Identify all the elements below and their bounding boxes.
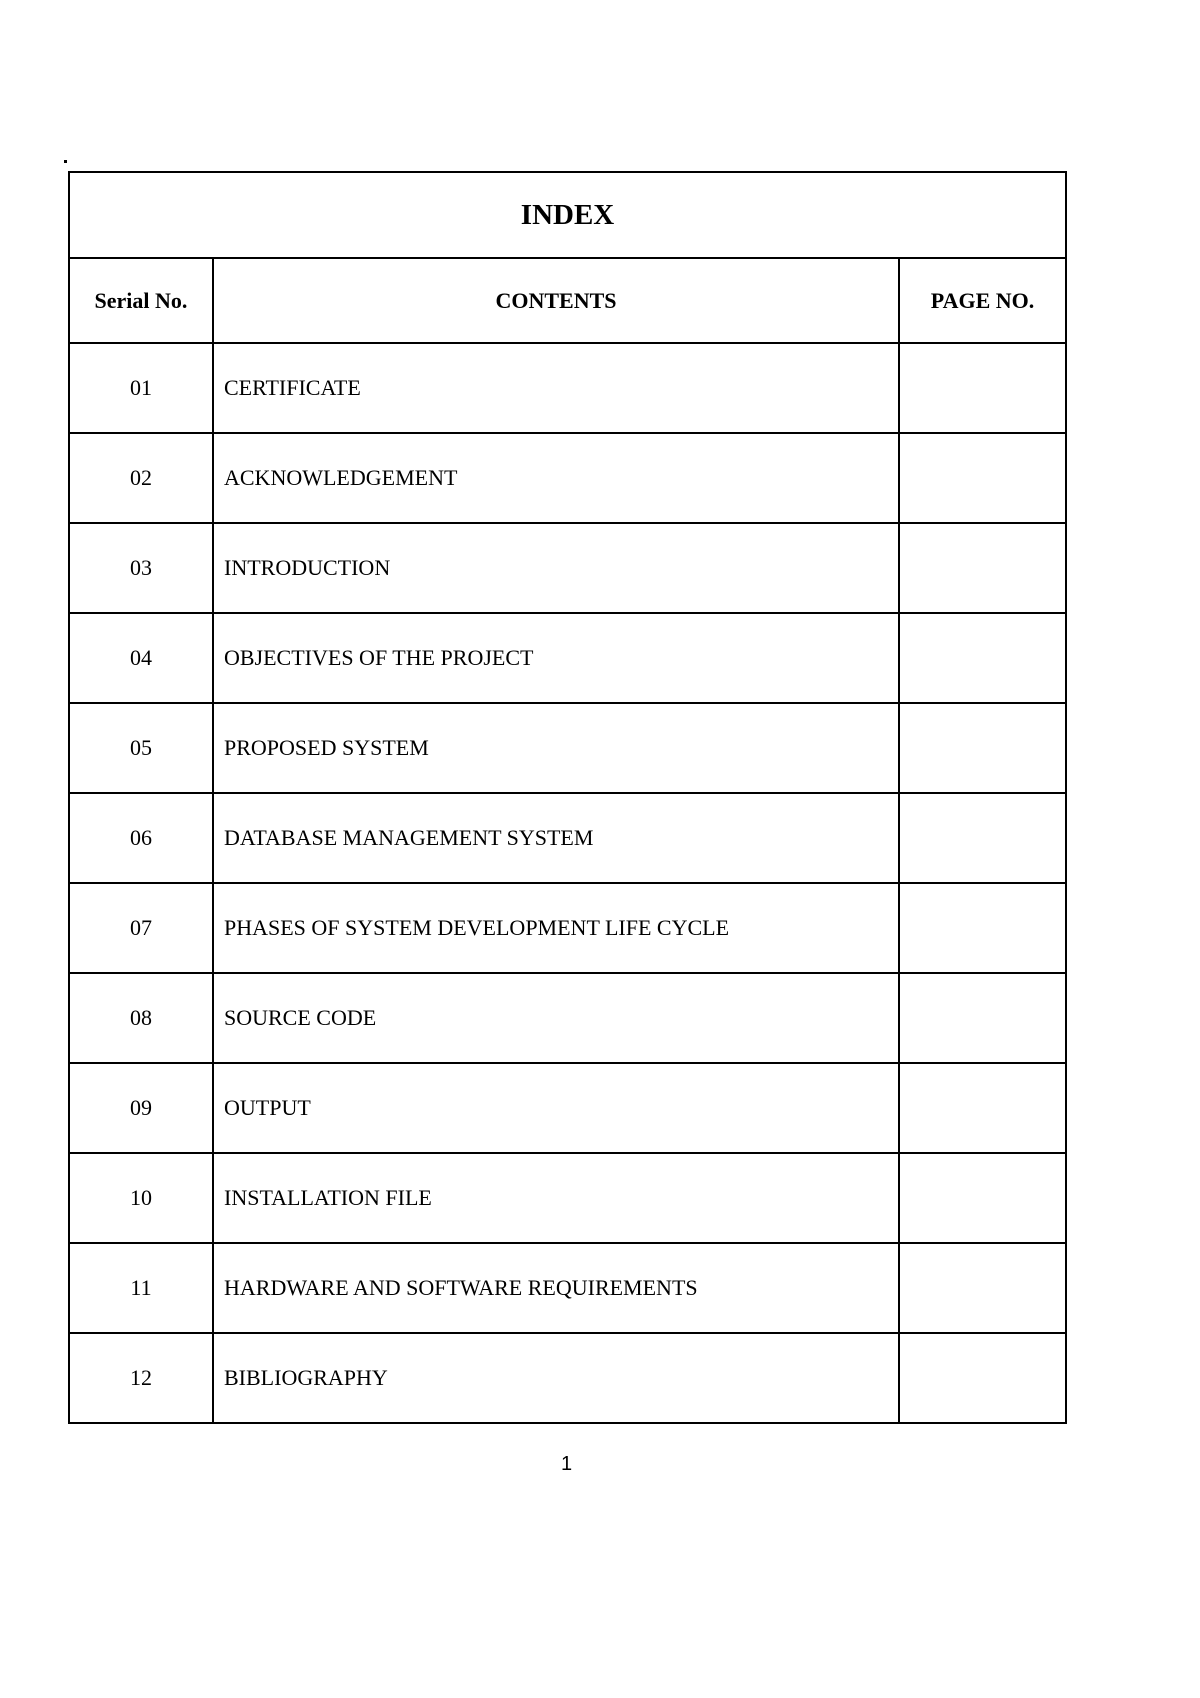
- table-row: [69, 613, 1066, 703]
- content-cell: HARDWARE AND SOFTWARE REQUIREMENTS: [213, 1243, 899, 1333]
- content-cell: CERTIFICATE: [213, 343, 899, 433]
- table-row: [69, 703, 1066, 793]
- content-cell: INSTALLATION FILE: [213, 1153, 899, 1243]
- content-cell: ACKNOWLEDGEMENT: [213, 433, 899, 523]
- content-cell: DATABASE MANAGEMENT SYSTEM: [213, 793, 899, 883]
- page-number: 1: [560, 1453, 573, 1475]
- table-row: [69, 523, 1066, 613]
- table-row: [69, 433, 1066, 523]
- serial-header: Serial No.: [69, 258, 213, 343]
- serial-cell: 02: [69, 433, 213, 523]
- content-cell: PROPOSED SYSTEM: [213, 703, 899, 793]
- table-row: [69, 1153, 1066, 1243]
- serial-cell: 03: [69, 523, 213, 613]
- stray-mark: [64, 160, 67, 163]
- page-cell: [899, 973, 1066, 1063]
- serial-cell: 04: [69, 613, 213, 703]
- page-cell: [899, 703, 1066, 793]
- serial-cell: 01: [69, 343, 213, 433]
- content-cell: OUTPUT: [213, 1063, 899, 1153]
- page-cell: [899, 523, 1066, 613]
- page-header: PAGE NO.: [899, 258, 1066, 343]
- table-row: [69, 343, 1066, 433]
- contents-header: CONTENTS: [213, 258, 899, 343]
- page-cell: [899, 793, 1066, 883]
- serial-cell: 08: [69, 973, 213, 1063]
- serial-cell: 06: [69, 793, 213, 883]
- serial-cell: 11: [69, 1243, 213, 1333]
- header-row: [69, 258, 1066, 343]
- page-cell: [899, 433, 1066, 523]
- serial-cell: 05: [69, 703, 213, 793]
- content-cell: SOURCE CODE: [213, 973, 899, 1063]
- serial-cell: 09: [69, 1063, 213, 1153]
- table-row: [69, 1063, 1066, 1153]
- page-cell: [899, 613, 1066, 703]
- page-cell: [899, 1153, 1066, 1243]
- page-cell: [899, 883, 1066, 973]
- content-cell: OBJECTIVES OF THE PROJECT: [213, 613, 899, 703]
- table-row: [69, 793, 1066, 883]
- page-cell: [899, 343, 1066, 433]
- table-row: [69, 1333, 1066, 1423]
- content-cell: BIBLIOGRAPHY: [213, 1333, 899, 1423]
- index-table: [68, 171, 1067, 1424]
- page-cell: [899, 1243, 1066, 1333]
- table-row: [69, 883, 1066, 973]
- index-title: INDEX: [69, 172, 1066, 258]
- content-cell: INTRODUCTION: [213, 523, 899, 613]
- page-cell: [899, 1063, 1066, 1153]
- content-cell: PHASES OF SYSTEM DEVELOPMENT LIFE CYCLE: [213, 883, 899, 973]
- title-row: [69, 172, 1066, 258]
- serial-cell: 10: [69, 1153, 213, 1243]
- serial-cell: 07: [69, 883, 213, 973]
- table-row: [69, 973, 1066, 1063]
- table-row: [69, 1243, 1066, 1333]
- page-cell: [899, 1333, 1066, 1423]
- serial-cell: 12: [69, 1333, 213, 1423]
